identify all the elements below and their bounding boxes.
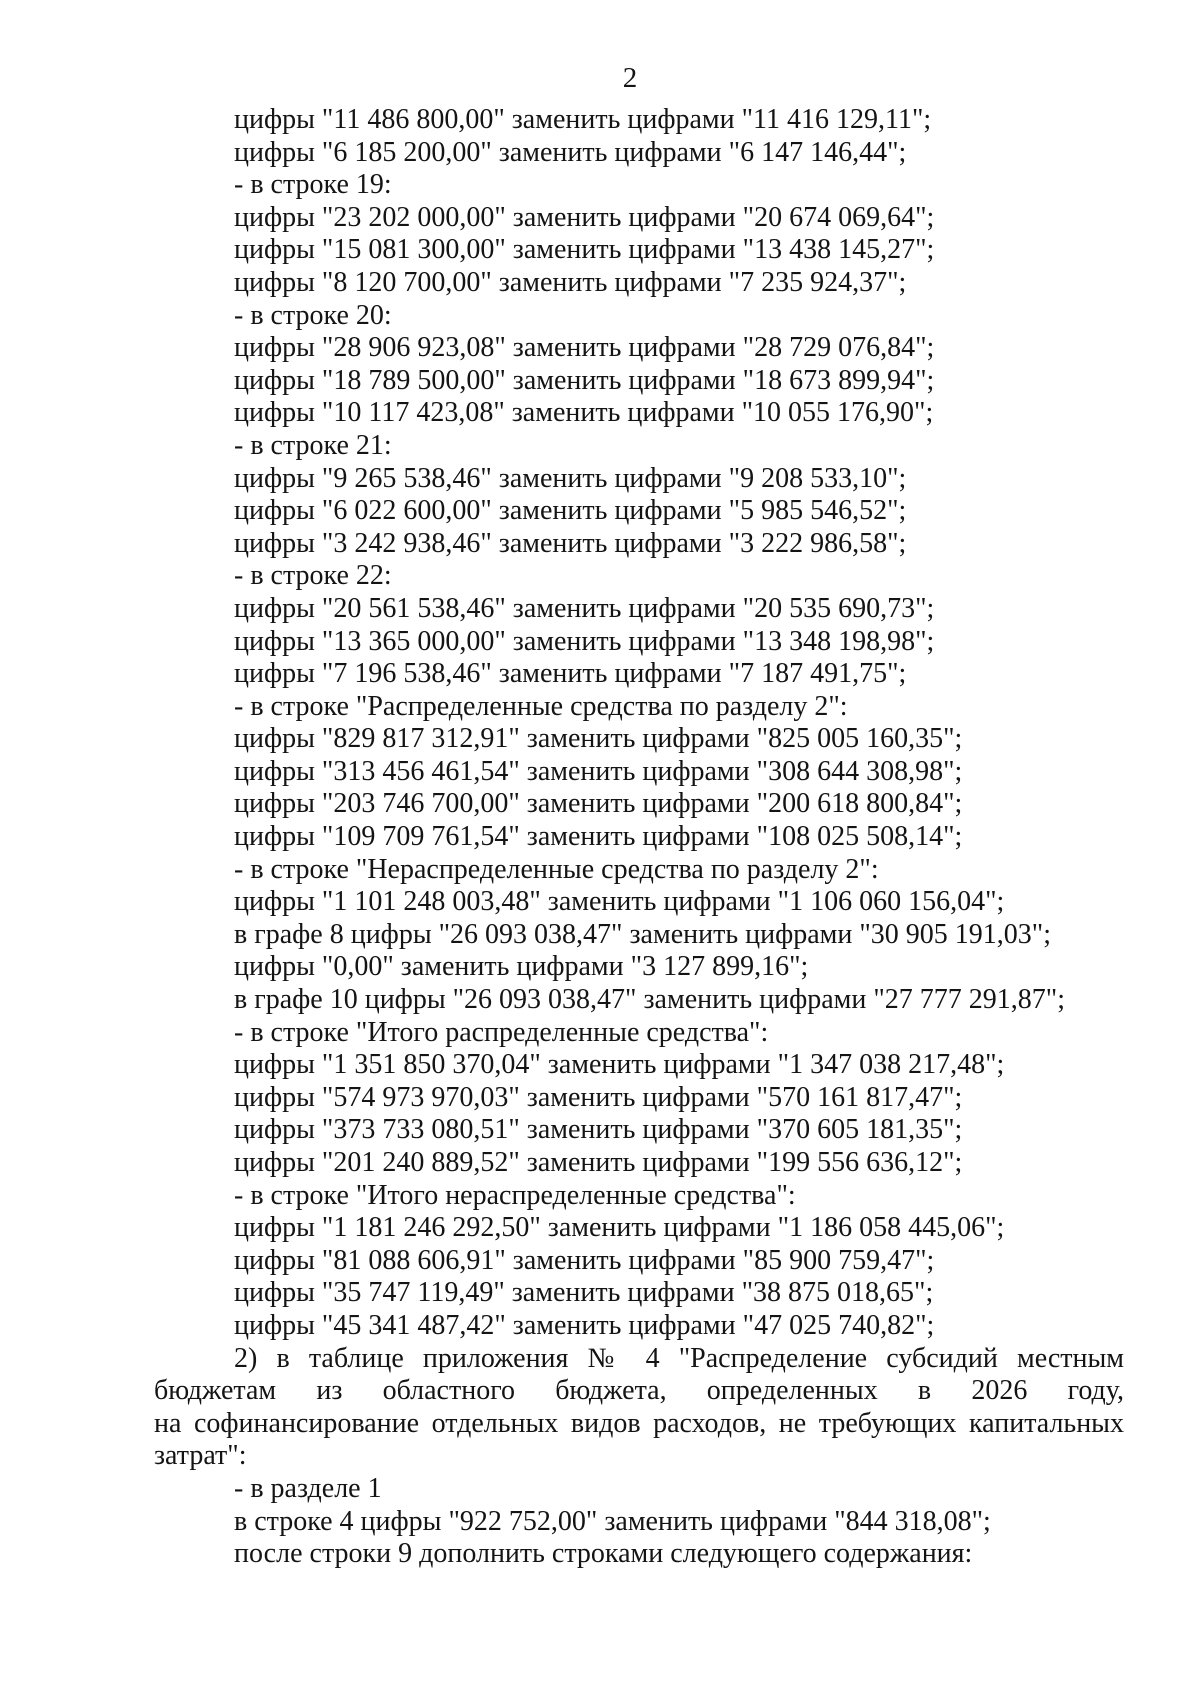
- text-line: - в строке 21:: [234, 429, 392, 461]
- text-line: цифры "373 733 080,51" заменить цифрами "370 605 181,35";: [234, 1114, 963, 1146]
- text-line: после строки 9 дополнить строками следующего содержания:: [234, 1538, 973, 1570]
- text-line: цифры "1 101 248 003,48" заменить цифрами "1 106 060 156,04";: [234, 886, 1005, 918]
- paragraph-line: на софинансирование отдельных видов расходов, не требующих капитальных: [154, 1407, 1124, 1439]
- text-line: цифры "109 709 761,54" заменить цифрами "108 025 508,14";: [234, 821, 963, 853]
- text-line: цифры "203 746 700,00" заменить цифрами "200 618 800,84";: [234, 788, 963, 820]
- paragraph-annex-4: [154, 1343, 1124, 1473]
- text-line: цифры "0,00" заменить цифрами "3 127 899,16";: [234, 951, 809, 983]
- text-line: цифры "45 341 487,42" заменить цифрами "47 025 740,82";: [234, 1309, 935, 1341]
- text-line: цифры "18 789 500,00" заменить цифрами "18 673 899,94";: [234, 364, 935, 396]
- text-line: цифры "10 117 423,08" заменить цифрами "10 055 176,90";: [234, 397, 934, 429]
- paragraph-line: затрат":: [154, 1440, 247, 1472]
- text-line: - в строке "Итого распределенные средства":: [234, 1016, 769, 1048]
- text-line: в графе 8 цифры "26 093 038,47" заменить цифрами "30 905 191,03";: [234, 918, 1051, 950]
- text-line: - в разделе 1: [234, 1472, 382, 1504]
- text-line: цифры "6 022 600,00" заменить цифрами "5 985 546,52";: [234, 495, 907, 527]
- text-line: цифры "81 088 606,91" заменить цифрами "85 900 759,47";: [234, 1244, 935, 1276]
- text-line: цифры "1 181 246 292,50" заменить цифрами "1 186 058 445,06";: [234, 1212, 1005, 1244]
- text-line: цифры "574 973 970,03" заменить цифрами "570 161 817,47";: [234, 1081, 963, 1113]
- text-line: - в строке "Распределенные средства по разделу 2":: [234, 690, 848, 722]
- tail-lines: [154, 1473, 1124, 1571]
- text-line: - в строке "Итого нераспределенные средства":: [234, 1179, 796, 1211]
- text-line: цифры "28 906 923,08" заменить цифрами "28 729 076,84";: [234, 332, 935, 364]
- text-line: цифры "23 202 000,00" заменить цифрами "20 674 069,64";: [234, 201, 935, 233]
- text-line: цифры "35 747 119,49" заменить цифрами "38 875 018,65";: [234, 1277, 934, 1309]
- text-line: цифры "201 240 889,52" заменить цифрами "199 556 636,12";: [234, 1147, 963, 1178]
- text-line: цифры "15 081 300,00" заменить цифрами "13 438 145,27";: [234, 234, 935, 266]
- paragraph-line: 2) в таблице приложения № 4 "Распределение субсидий местным: [234, 1342, 1124, 1374]
- text-line: цифры "313 456 461,54" заменить цифрами "308 644 308,98";: [234, 755, 963, 787]
- text-line: - в строке "Нераспределенные средства по разделу 2":: [234, 853, 879, 885]
- page-number: 2: [622, 62, 638, 94]
- text-line: цифры "829 817 312,91" заменить цифрами "825 005 160,35";: [234, 723, 963, 755]
- text-line: - в строке 22:: [234, 560, 392, 592]
- text-line: цифры "6 185 200,00" заменить цифрами "6 147 146,44";: [234, 136, 907, 168]
- text-line: цифры "7 196 538,46" заменить цифрами "7 187 491,75";: [234, 658, 907, 690]
- text-line: цифры "11 486 800,00" заменить цифрами "11 416 129,11";: [234, 104, 932, 135]
- text-line: цифры "13 365 000,00" заменить цифрами "13 348 198,98";: [234, 625, 935, 657]
- amendment-lines: [154, 104, 1124, 1343]
- text-line: в строке 4 цифры "922 752,00" заменить цифрами "844 318,08";: [234, 1505, 991, 1537]
- text-line: цифры "3 242 938,46" заменить цифрами "3 222 986,58";: [234, 527, 907, 559]
- text-line: цифры "20 561 538,46" заменить цифрами "20 535 690,73";: [234, 592, 935, 624]
- text-line: цифры "8 120 700,00" заменить цифрами "7 235 924,37";: [234, 266, 907, 298]
- paragraph-line: бюджетам из областного бюджета, определенных в 2026 году,: [154, 1375, 1124, 1407]
- text-line: в графе 10 цифры "26 093 038,47" заменить цифрами "27 777 291,87";: [234, 984, 1065, 1016]
- text-line: цифры "1 351 850 370,04" заменить цифрами "1 347 038 217,48";: [234, 1049, 1005, 1081]
- text-line: - в строке 20:: [234, 299, 392, 331]
- text-line: цифры "9 265 538,46" заменить цифрами "9 208 533,10";: [234, 462, 907, 494]
- text-line: - в строке 19:: [234, 169, 392, 201]
- document-body: [154, 104, 1124, 1571]
